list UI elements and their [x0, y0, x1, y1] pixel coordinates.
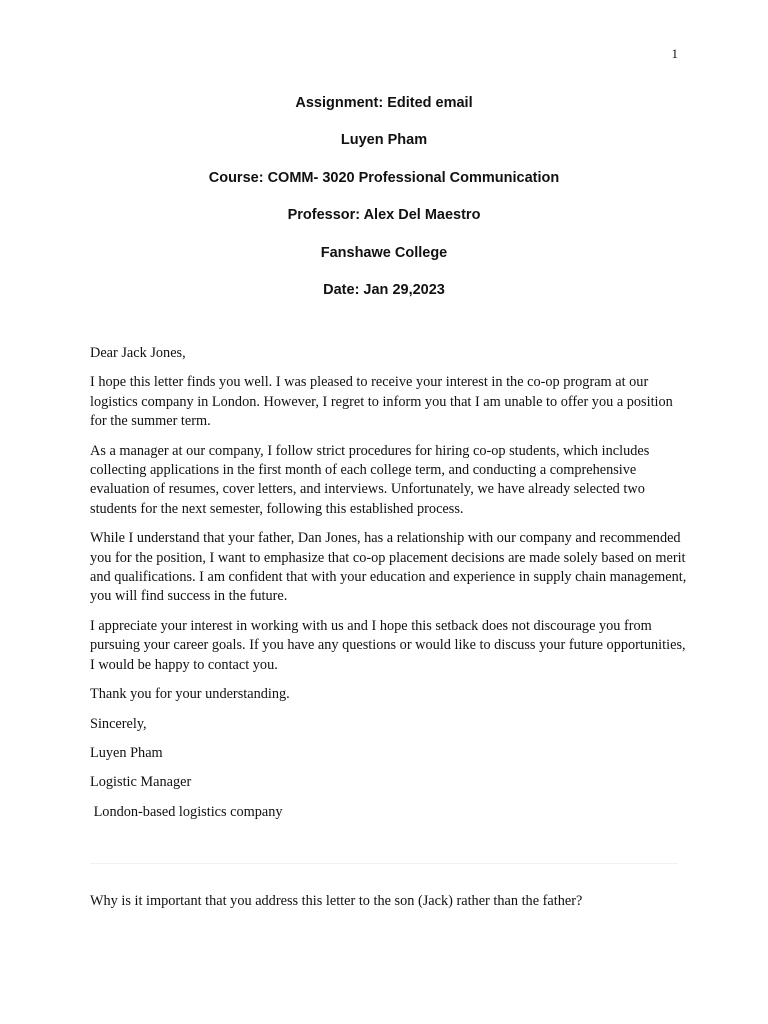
paragraph-closing: I appreciate your interest in working with us and I hope this setback does not discourage you from pursuing your career goals. If you have any questions or would like to discuss your future opportunities, I would be happy to contact you. — [90, 617, 686, 673]
paragraph-merit: While I understand that your father, Dan Jones, has a relationship with our company and recommended you for the position, I want to emphasize that co-op placement decisions are made solely based on merit and qualifications. I am confident that with your education and experience in supply chain management, you will find success in the future. — [90, 530, 687, 605]
signature-company: London-based logistics company — [90, 803, 283, 820]
closing-line: Sincerely, — [90, 715, 147, 732]
title-block — [0, 93, 768, 317]
paragraph-opening: I hope this letter finds you well. I was pleased to receive your interest in the co-op program at our logistics company in London. However, I regret to inform you that I am unable to offer you a position for the summer term. — [90, 374, 673, 430]
signature-name: Luyen Pham — [90, 744, 163, 761]
assignment-date: Date: Jan 29,2023 — [323, 281, 445, 298]
section-divider — [90, 863, 678, 864]
page-number: 1 — [671, 46, 678, 61]
discussion-question: Why is it important that you address this letter to the son (Jack) rather than the father? — [90, 893, 583, 909]
letter-body — [90, 344, 690, 832]
professor-name: Professor: Alex Del Maestro — [287, 207, 481, 224]
college-name: Fanshawe College — [320, 244, 448, 261]
assignment-title: Assignment: Edited email — [295, 95, 473, 111]
author-name: Luyen Pham — [340, 132, 428, 149]
paragraph-process: As a manager at our company, I follow strict procedures for hiring co-op students, which includes collecting applications in the first month of each college term, and conducting a comprehensive evaluation of resumes, cover letters, and interviews. Unfortunately, we have already selected two students for the next semester, following this established process. — [90, 442, 650, 517]
course-name: Course: COMM- 3020 Professional Communication — [208, 169, 560, 186]
signature-title: Logistic Manager — [90, 774, 192, 791]
salutation: Dear Jack Jones, — [90, 345, 186, 361]
thanks-line: Thank you for your understanding. — [90, 686, 290, 703]
